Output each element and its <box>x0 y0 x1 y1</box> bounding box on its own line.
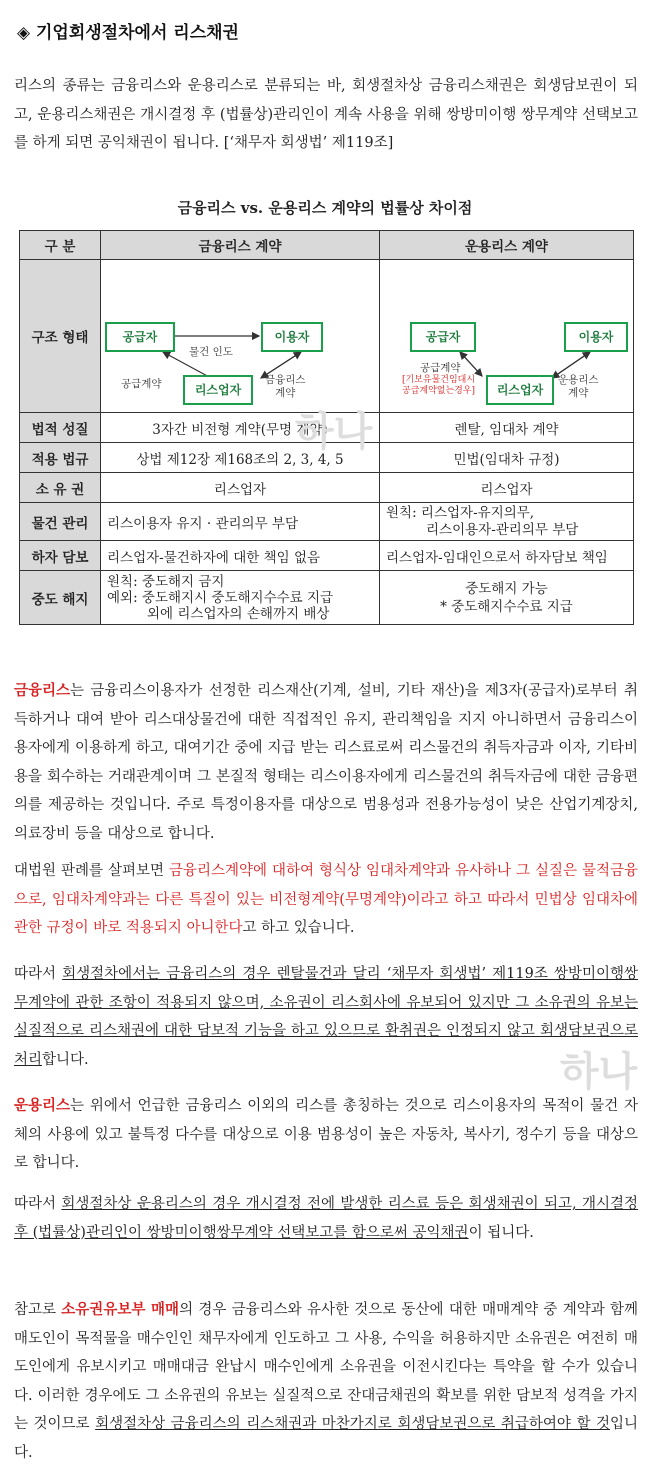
paragraph-text: 이 됩니다. <box>468 1224 534 1241</box>
watermark: 하나 <box>560 1049 638 1095</box>
operating-cell <box>380 571 634 625</box>
highlighted-text: 금융리스계약에 대하여 형식상 임대차계약과 유사하나 그 실질은 물적금융으로, 임대차계약과는 다른 특질이 있는 비전형계약(무명계약)이라고 하고 따라서 민법상 임대차에 관한 규정이 바로 적용되지 아니한다 <box>14 863 638 936</box>
operating-lease-diagram <box>380 260 633 412</box>
underlined-text: 회생절차에서는 금융리스의 경우 렌탈물건과 달리 ‘채무자 회생법’ 제119조 쌍방미이행쌍무계약에 관한 조항이 적용되지 않으며, 소유권이 리스회사에 유보되어 있지만 그 소유권의 유보는 실질적으로 리스채권에 대한 담보적 기능을 하고 있으므로 환취권은 인정되지 않고 회생담보권으로 처리 <box>14 966 638 1068</box>
finance-user-box: 이용자 <box>261 322 323 352</box>
paragraph-text: 참고로 <box>14 1302 62 1318</box>
finance-supply-contract-label: 공급계약 <box>121 378 162 390</box>
operating-note-label: [기보유물건임대시 공급계약없는경우] <box>402 375 476 396</box>
table-header-row <box>20 231 634 260</box>
paragraph-text: 따라서 <box>14 966 63 982</box>
term-retention-of-title: 소유권유보부 매매 <box>61 1301 180 1318</box>
operating-cell: 리스업자 <box>380 473 634 503</box>
watermark: 하나 <box>295 409 373 455</box>
finance-cell: 3자간 비전형 계약(무명 계약) <box>101 413 380 443</box>
operating-structure-cell <box>380 260 634 413</box>
row-label-structure: 구조 형태 <box>20 260 101 413</box>
table-row <box>20 541 634 571</box>
underlined-text: 회생절차상 금융리스의 리스채권과 마찬가지로 회생담보권으로 취급하여야 할 것 <box>95 1416 610 1432</box>
intro-paragraph: 리스의 종류는 금융리스와 운용리스로 분류되는 바, 회생절차상 금융리스채권은 회생담보권이 되고, 운용리스채권은 개시결정 후 (법률상)관리인이 계속 사용을 위해 쌍방미이행 쌍무계약 선택보고를 하게 되면 공익채권이 됩니다. [‘채무자 회생법’ 제119조] <box>14 78 638 151</box>
row-label: 물건 관리 <box>20 503 101 541</box>
term-operating-lease: 운용리스 <box>14 1097 71 1114</box>
table-row <box>20 473 634 503</box>
row-label: 소 유 권 <box>20 473 101 503</box>
paragraph-text: 따라서 <box>14 1196 62 1212</box>
operating-lease-paragraph <box>14 1092 638 1178</box>
finance-supplier-box: 공급자 <box>105 322 175 352</box>
finance-contract-label: 금융리스 계약 <box>265 374 306 399</box>
finance-cell <box>101 571 380 625</box>
finance-lessor-box: 리스업자 <box>183 375 253 405</box>
paragraph-text: 입니다. <box>14 1416 639 1461</box>
table-row <box>20 503 634 541</box>
paragraph-text: 는 위에서 언급한 금융리스 이외의 리스를 총칭하는 것으로 리스이용자의 목적이 물건 자체의 사용에 있고 불특정 다수를 대상으로 이용 범용성이 높은 자동차, 복사기, 정수기 등을 대상으로 합니다. <box>14 1098 638 1171</box>
operating-cell-line: * 중도해지수수료 지급 <box>440 598 573 615</box>
finance-cell-line: 원칙: 중도해지 금지 <box>107 573 225 590</box>
row-label: 법적 성질 <box>20 413 101 443</box>
finance-cell-line: 예외: 중도해지시 중도해지수수료 지급 <box>107 589 334 606</box>
retention-of-title-paragraph <box>14 1296 638 1467</box>
operating-cell-line: 리스이용자-관리의무 부담 <box>426 521 579 538</box>
table-row-structure <box>20 260 634 413</box>
operating-user-box: 이용자 <box>564 322 628 352</box>
finance-cell: 상법 제12장 제168조의 2, 3, 4, 5 <box>101 443 380 473</box>
table-title: 금융리스 vs. 운용리스 계약의 법률상 차이점 <box>177 199 473 217</box>
paragraph-text: 대법원 판례를 살펴보면 <box>14 863 169 879</box>
row-label: 적용 법규 <box>20 443 101 473</box>
finance-cell: 리스이용자 유지 · 관리의무 부담 <box>101 503 380 541</box>
operating-contract-label: 운용리스 계약 <box>558 374 599 399</box>
operating-cell-line: 원칙: 리스업자-유지의무, <box>386 504 535 521</box>
paragraph-text: 의 경우 금융리스와 유사한 것으로 동산에 대한 매매계약 중 계약과 함께 매도인이 목적물을 매수인인 채무자에게 인도하고 그 사용, 수익을 허용하지만 소유권은 여전히 매도인에게 유보시키고 매매대금 완납시 매수인에게 소유권을 이전시킨다는 특약을 할 수가 있습니다. 이러한 경우에도 그 소유권의 유보는 실질적으로 잔대금채권의 확보를 위한 담보적 성격을 가지는 것이므로 <box>14 1302 638 1432</box>
row-label: 하자 담보 <box>20 541 101 571</box>
finance-lease-paragraph <box>14 677 638 848</box>
operating-cell-line: 중도해지 가능 <box>465 580 548 597</box>
court-ruling-paragraph <box>14 857 638 943</box>
finance-lease-diagram <box>101 260 379 412</box>
term-finance-lease: 금융리스 <box>14 682 71 699</box>
paragraph-text: 는 금융리스이용자가 선정한 리스재산(기계, 설비, 기타 재산)을 제3자(공급자)로부터 취득하거나 대여 받아 리스대상물건에 대한 직접적인 유지, 관리책임을 지지 아니하면서 금융리스이용자에게 이용하게 하고, 대여기간 중에 지급 받는 리스료로써 리스물건의 취득자금과 이자, 기타비용을 회수하는 거래관계이며 그 본질적 형태는 리스이용자에게 리스물건의 취득자금에 대한 금융편의를 제공하는 것입니다. 주로 특정이용자를 대상으로 범용성과 전용가능성이 낮은 산업기계장치, 의료장비 등을 대상으로 합니다. <box>14 683 638 842</box>
finance-delivery-label: 물건 인도 <box>189 346 233 358</box>
operating-supplier-box: 공급자 <box>410 322 476 352</box>
page-title: ◈ 기업회생절차에서 리스채권 <box>17 23 239 43</box>
operating-lessor-box: 리스업자 <box>486 375 554 405</box>
rehab-finance-paragraph <box>14 960 638 1074</box>
operating-cell: 리스업자-임대인으로서 하자담보 책임 <box>380 541 634 571</box>
finance-cell: 리스업자 <box>101 473 380 503</box>
table-row <box>20 571 634 625</box>
rehab-operating-paragraph <box>14 1190 638 1247</box>
operating-cell: 렌탈, 임대차 계약 <box>380 413 634 443</box>
operating-cell: 민법(임대차 규정) <box>380 443 634 473</box>
finance-cell-line: 외에 리스업자의 손해까지 배상 <box>147 605 330 622</box>
paragraph-text: 합니다. <box>42 1051 89 1068</box>
row-label: 중도 해지 <box>20 571 101 625</box>
finance-structure-cell <box>101 260 380 413</box>
header-operating-lease: 운용리스 계약 <box>380 231 634 260</box>
header-category: 구 분 <box>20 231 101 260</box>
paragraph-text: 고 하고 있습니다. <box>242 920 355 936</box>
underlined-text: 회생절차상 운용리스의 경우 개시결정 전에 발생한 리스료 등은 회생채권이 되고, 개시결정 후 (법률상)관리인이 쌍방미이행쌍무계약 선택보고를 함으로써 공익채권 <box>14 1196 638 1241</box>
header-finance-lease: 금융리스 계약 <box>101 231 380 260</box>
operating-supply-contract-label: 공급계약 <box>420 362 461 374</box>
operating-cell <box>380 503 634 541</box>
finance-cell: 리스업자-물건하자에 대한 책임 없음 <box>101 541 380 571</box>
